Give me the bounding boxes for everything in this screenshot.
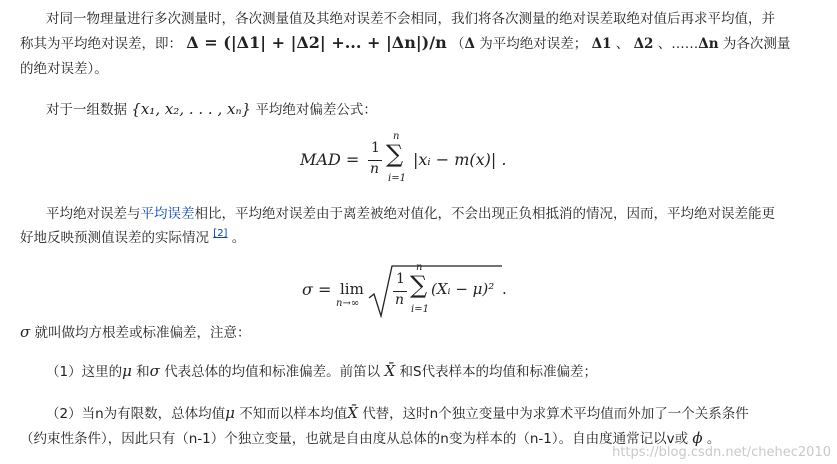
p1-line1 [46,9,775,29]
p1-paren: （ [451,36,465,52]
mad-body: |xᵢ − m(x)| . [413,150,507,169]
p1-sep2: 、…… [657,36,699,52]
p5-text3: 代表总体的均值和标准偏差。前笛以 [164,364,381,380]
p6-text2: 不知而以样本均值 [239,406,348,422]
mu-symbol-2: μ [225,404,235,422]
p1-line2 [20,33,790,54]
delta-symbol: Δ [464,36,475,52]
delta1-symbol: Δ1 [591,36,612,52]
mad-lhs: MAD = [300,150,360,169]
sigma-symbol-2: σ [149,362,160,380]
mad-formula [300,131,530,189]
p3-line2-text: 好地反映预测值误差的实际情况 [20,230,209,246]
p2-suffix: 平均绝对偏差公式： [255,102,377,118]
delta-formula: Δ = (|Δ1| + |Δ2| +... + |Δn|)/n [186,33,447,52]
mu-symbol: μ [122,362,132,380]
p6-text3: 代替，这时n个独立变量中为求算术平均值而外加了一个关系条件 [362,406,749,422]
p1-sep1: 、 [615,36,630,52]
deltan-symbol: Δn [698,36,719,52]
p1-line3 [20,59,108,79]
sigma-frac-num: 1 [396,271,405,287]
p6-text1: （2）当n为有限数，总体均值 [46,406,226,422]
sigma-sum-sign: ∑ [410,271,428,299]
p6-line1 [46,403,749,424]
p3-line1 [46,204,775,224]
mad-frac-num: 1 [371,140,380,156]
data-set: {x₁, x₂, . . . , xₙ} [131,100,252,118]
p6-end: 。 [706,431,721,447]
sigma-sum-bottom: i=1 [411,304,429,315]
phi-symbol: ϕ [692,429,703,447]
p3-text1: 平均绝对误差与 [46,206,141,222]
p6-line2-text: （约束性条件），因此只有（n-1）个独立变量，也就是自由度从总体的n变为样本的（n-1）。自由度通常记以v或 [20,431,689,447]
mad-sum-sign: ∑ [386,140,404,168]
sigma-end: . [502,280,507,298]
lim-subscript: n→∞ [336,298,360,309]
p3-line2 [20,228,245,250]
p4-line [20,322,251,343]
p1-line1-text: 对同一物理量进行多次测量时，各次测量值及其绝对误差不会相同，我们将各次测量的绝对误差取绝对值后再求平均值，并 [46,11,775,27]
sigma-body: (Xᵢ − μ)² [431,280,495,298]
reference-2-link[interactable]: [2] [213,228,228,239]
sigma-formula [302,262,522,320]
lim-operator: lim [340,280,364,298]
p4-text: 就叫做均方根差或标准偏差，注意： [34,325,251,341]
sigma-sum-top: n [416,262,423,273]
watermark: https://blog.csdn.net/chehec2010 [612,445,831,460]
p5-text1: （1）这里的 [46,364,123,380]
p1-text-b: 为各次测量 [722,36,791,52]
p2-line [46,99,377,120]
p1-line2-prefix: 称其为平均绝对误差，即： [20,36,182,52]
sigma-frac-den: n [395,292,405,308]
sigma-symbol: σ [20,323,31,341]
p3-text2: 相比，平均绝对误差由于离差被绝对值化，不会出现正负相抵消的情况，因而，平均绝对误差能更 [194,206,775,222]
p1-line3-text: 的绝对误差）。 [20,61,108,77]
mad-sum-bottom: i=1 [388,173,406,184]
p5-text4: 和S代表样本的均值和标准偏差； [399,364,598,380]
p1-text-a: 为平均绝对误差； [479,36,588,52]
delta2-symbol: Δ2 [633,36,654,52]
p3-end: 。 [231,230,246,246]
p2-prefix: 对于一组数据 [46,102,127,118]
mad-sum-top: n [393,131,400,142]
xbar-symbol: X̄ [384,362,396,380]
average-error-link[interactable]: 平均误差 [140,206,195,222]
p5-line [46,361,597,382]
sigma-lhs: σ = [302,280,332,299]
xbar-symbol-2: X̄ [347,404,358,422]
mad-frac-den: n [370,161,380,177]
p5-text2: 和 [136,364,150,380]
